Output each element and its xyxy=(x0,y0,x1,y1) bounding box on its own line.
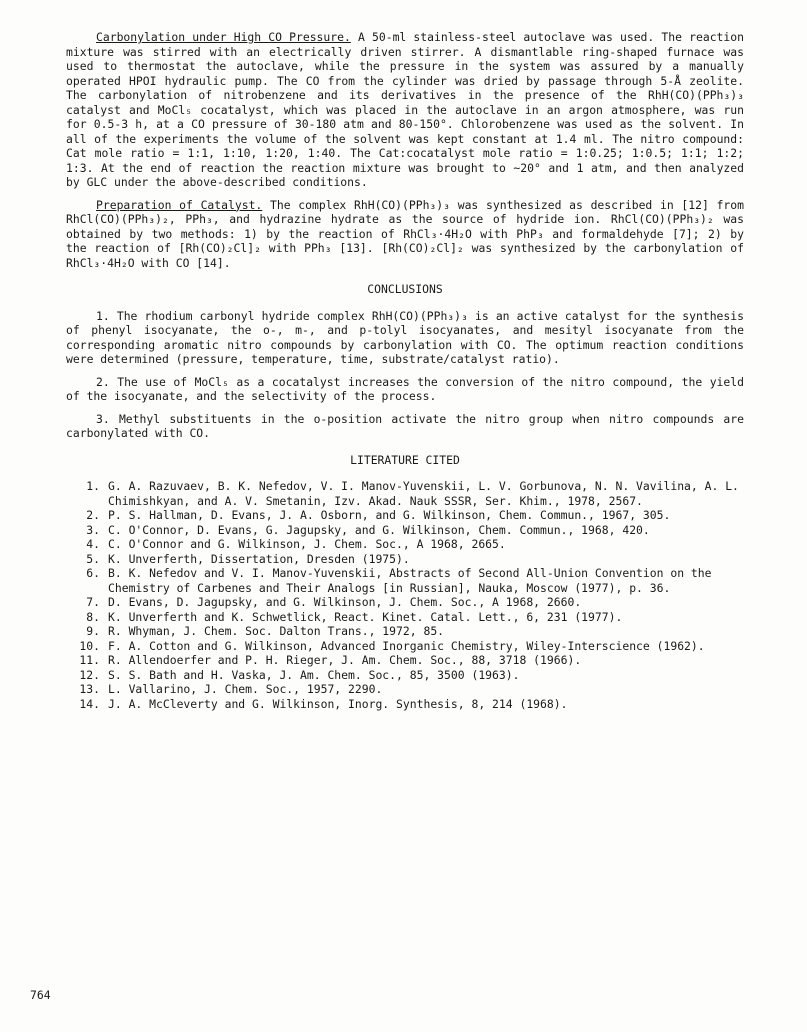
literature-title: LITERATURE CITED xyxy=(350,452,460,467)
reference-item: 3. C. O'Connor, D. Evans, G. Jagupsky, and G. Wilkinson, Chem. Commun., 1968, 420. xyxy=(86,522,650,537)
reference-list xyxy=(66,479,744,711)
reference-item: 5. K. Unverferth, Dissertation, Dresden (1975). xyxy=(86,551,410,566)
preparation-heading: Preparation of Catalyst. xyxy=(96,197,263,212)
reference-item: 2. P. S. Hallman, D. Evans, J. A. Osborn, and G. Wilkinson, Chem. Commun., 1967, 305. xyxy=(86,508,671,522)
reference-item: 12. S. S. Bath and H. Vaska, J. Am. Chem. Soc., 85, 3500 (1963). xyxy=(79,667,520,682)
preparation-text: The complex RhH(CO)(PPh₃)₃ was synthesized as described in [12] from RhCl(CO)(PPh₃)₂, PPh₃, and hydrazine hydrate as the source of hydride ion. RhCl(CO)(PPh₃)₂ was obtained by two methods: 1) by the reaction of RhCl₃·4H₂O with PhP₃ and formaldehyde [7]; 2) by the reaction of [Rh(CO)₂Cl]₂ with PPh₃ [13]. [Rh(CO)₂Cl]₂ was synthesized by the carbonylation of RhCl₃·4H₂O with CO [14]. xyxy=(66,197,744,270)
conclusion-item: 1. The rhodium carbonyl hydride complex RhH(CO)(PPh₃)₃ is an active catalyst for the synthesis of phenyl isocyanate, the o-, m-, and p-tolyl isocyanates, and mesityl isocyanate from the corresponding aromatic nitro compounds by carbonylation with CO. The optimum reaction conditions were determined (pressure, temperature, time, substrate/catalyst ratio). xyxy=(66,308,744,366)
reference-item: 6. B. K. Nefedov and V. I. Manov-Yuvenskii, Abstracts of Second All-Union Convention on the Chemistry of Carbenes and Their Analogs [in Russian], Nauka, Moscow (1977), p. 36. xyxy=(86,566,712,595)
carbonylation-heading: Carbonylation under High CO Pressure. xyxy=(96,30,351,44)
carbonylation-paragraph xyxy=(66,30,744,190)
reference-item: 11. R. Allendoerfer and P. H. Rieger, J. Am. Chem. Soc., 88, 3718 (1966). xyxy=(79,653,582,667)
page-number: 764 xyxy=(30,988,51,1002)
reference-item: 8. K. Unverferth and K. Schwetlick, React. Kinet. Catal. Lett., 6, 231 (1977). xyxy=(86,609,623,624)
preparation-paragraph xyxy=(66,198,744,271)
reference-item: 14. J. A. McCleverty and G. Wilkinson, Inorg. Synthesis, 8, 214 (1968). xyxy=(79,696,568,711)
conclusions-title: CONCLUSIONS xyxy=(367,282,443,296)
reference-item: 1. G. A. Razuvaev, B. K. Nefedov, V. I. Manov-Yuvenskii, L. V. Gorbunova, N. N. Vavilina, A. L. Chimishkyan, and A. V. Smetanin, Izv. Akad. Nauk SSSR, Ser. Khim., 1978, 2567. xyxy=(86,479,739,508)
page-body xyxy=(66,30,744,711)
reference-item: 13. L. Vallarino, J. Chem. Soc., 1957, 2290. xyxy=(79,682,383,696)
carbonylation-text: A 50-ml stainless-steel autoclave was used. The reaction mixture was stirred with an electrically driven stirrer. A dismantlable ring-shaped furnace was used to thermostat the autoclave, while the pressure in the system was assured by a manually operated HPOI hydraulic pump. The CO from the cylinder was dried by passage through 5-Å zeolite. The carbonylation of nitrobenzene and its derivatives in the presence of the RhH(CO)(PPh₃)₃ catalyst and MoCl₅ cocatalyst, which was placed in the autoclave in an argon atmosphere, was run for 0.5-3 h, at a CO pressure of 30-180 atm and 80-150°. Chlorobenzene was used as the solvent. In all of the experiments the volume of the solvent was kept constant at 1.4 ml. The nitro compound: Cat mole ratio = 1:1, 1:10, 1:20, 1:40. The Cat:cocatalyst mole ratio = 1:0.25; 1:0.5; 1:1; 1:2; 1:3. At the end of reaction the reaction mixture was brought to ~20° and 1 atm, and then analyzed by GLC under the above-described conditions. xyxy=(66,30,744,189)
conclusion-item: 2. The use of MoCl₅ as a cocatalyst increases the conversion of the nitro compound, the yield of the isocyanate, and the selectivity of the process. xyxy=(66,374,744,403)
reference-item: 7. D. Evans, D. Jagupsky, and G. Wilkinson, J. Chem. Soc., A 1968, 2660. xyxy=(86,595,582,609)
conclusion-item: 3. Methyl substituents in the o-position activate the nitro group when nitro compounds are carbonylated with CO. xyxy=(66,411,744,440)
reference-item: 10. F. A. Cotton and G. Wilkinson, Advanced Inorganic Chemistry, Wiley-Interscience (1962). xyxy=(79,638,705,653)
reference-item: 4. C. O'Connor and G. Wilkinson, J. Chem. Soc., A 1968, 2665. xyxy=(86,537,506,551)
reference-item: 9. R. Whyman, J. Chem. Soc. Dalton Trans., 1972, 85. xyxy=(86,624,445,638)
